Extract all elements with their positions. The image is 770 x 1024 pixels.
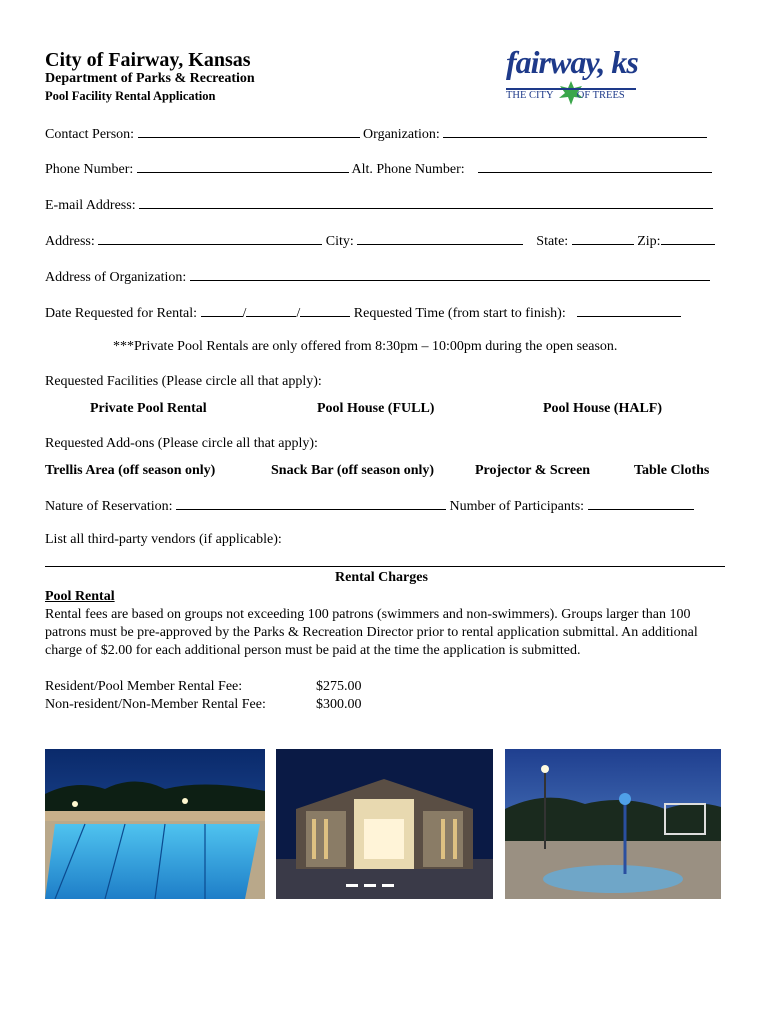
contact-person-label: Contact Person:	[45, 127, 135, 142]
date-separator: /	[242, 306, 247, 321]
requested-time-label: Requested Time (from start to finish):	[353, 306, 566, 321]
phone-row	[45, 159, 712, 178]
addon-option[interactable]: Table Cloths	[634, 463, 710, 478]
phone-field[interactable]	[137, 159, 349, 173]
contact-person-row	[45, 124, 707, 143]
date-year-field[interactable]	[300, 303, 350, 317]
fee-amount: $275.00	[316, 679, 362, 694]
facility-option[interactable]: Private Pool Rental	[90, 401, 207, 416]
org-address-label: Address of Organization:	[45, 270, 187, 285]
vendors-label: List all third-party vendors (if applicable):	[45, 532, 282, 547]
fee-label: Resident/Pool Member Rental Fee:	[45, 679, 243, 694]
alt-phone-field[interactable]	[478, 159, 712, 173]
facilities-heading: Requested Facilities (Please circle all that apply):	[45, 374, 322, 389]
facility-option[interactable]: Pool House (FULL)	[317, 401, 435, 416]
rental-fee-paragraph: Rental fees are based on groups not exceeding 100 patrons (swimmers and non-swimmers). Groups larger than 100 patrons must be pre-approved by the Parks & Recreation Director prior to rental application submittal. An additional charge of $2.00 for each additional person must be paid at the time the application is submitted.	[45, 607, 698, 658]
org-address-field[interactable]	[190, 267, 710, 281]
date-separator: /	[296, 306, 301, 321]
address-label: Address:	[45, 234, 95, 249]
organization-field[interactable]	[443, 124, 707, 138]
addon-option[interactable]: Projector & Screen	[475, 463, 591, 478]
organization-label: Organization:	[363, 127, 440, 142]
private-rental-notice: ***Private Pool Rentals are only offered from 8:30pm – 10:00pm during the open season.	[113, 339, 618, 354]
address-field[interactable]	[98, 231, 322, 245]
pool-house-photo	[276, 749, 493, 899]
fairway-logo	[500, 44, 640, 110]
zip-field[interactable]	[661, 231, 715, 245]
date-label: Date Requested for Rental:	[45, 306, 198, 321]
email-row	[45, 195, 713, 214]
splash-pad-photo	[505, 749, 721, 899]
pool-photo	[45, 749, 265, 899]
logo-tagline: THE CITY OF TREES	[506, 88, 636, 101]
section-divider	[45, 566, 725, 567]
fee-amount: $300.00	[316, 697, 362, 712]
phone-label: Phone Number:	[45, 162, 134, 177]
logo-wordmark: fairway, ks	[506, 44, 638, 80]
date-day-field[interactable]	[246, 303, 296, 317]
nature-row	[45, 496, 694, 515]
form-title: Pool Facility Rental Application	[45, 89, 216, 103]
fee-label: Non-resident/Non-Member Rental Fee:	[45, 697, 266, 712]
zip-label: Zip:	[637, 234, 661, 249]
state-label: State:	[536, 234, 569, 249]
email-field[interactable]	[139, 195, 713, 209]
rental-charges-heading: Rental Charges	[335, 570, 428, 585]
date-month-field[interactable]	[201, 303, 243, 317]
requested-time-field[interactable]	[577, 303, 681, 317]
address-row	[45, 231, 715, 250]
facility-option[interactable]: Pool House (HALF)	[543, 401, 662, 416]
city-field[interactable]	[357, 231, 523, 245]
participants-label: Number of Participants:	[449, 499, 585, 514]
email-label: E-mail Address:	[45, 198, 136, 213]
org-address-row	[45, 267, 710, 286]
pool-rental-heading: Pool Rental	[45, 589, 115, 604]
nature-label: Nature of Reservation:	[45, 499, 173, 514]
city-label: City:	[325, 234, 354, 249]
page-title: City of Fairway, Kansas	[45, 49, 251, 71]
date-row	[45, 303, 681, 322]
state-field[interactable]	[572, 231, 634, 245]
addon-option[interactable]: Snack Bar (off season only)	[271, 463, 435, 478]
contact-person-field[interactable]	[138, 124, 360, 138]
alt-phone-label: Alt. Phone Number:	[351, 162, 465, 177]
addon-option[interactable]: Trellis Area (off season only)	[45, 463, 216, 478]
nature-field[interactable]	[176, 496, 446, 510]
addons-heading: Requested Add-ons (Please circle all that apply):	[45, 436, 318, 451]
department-name: Department of Parks & Recreation	[45, 71, 255, 86]
participants-field[interactable]	[588, 496, 694, 510]
